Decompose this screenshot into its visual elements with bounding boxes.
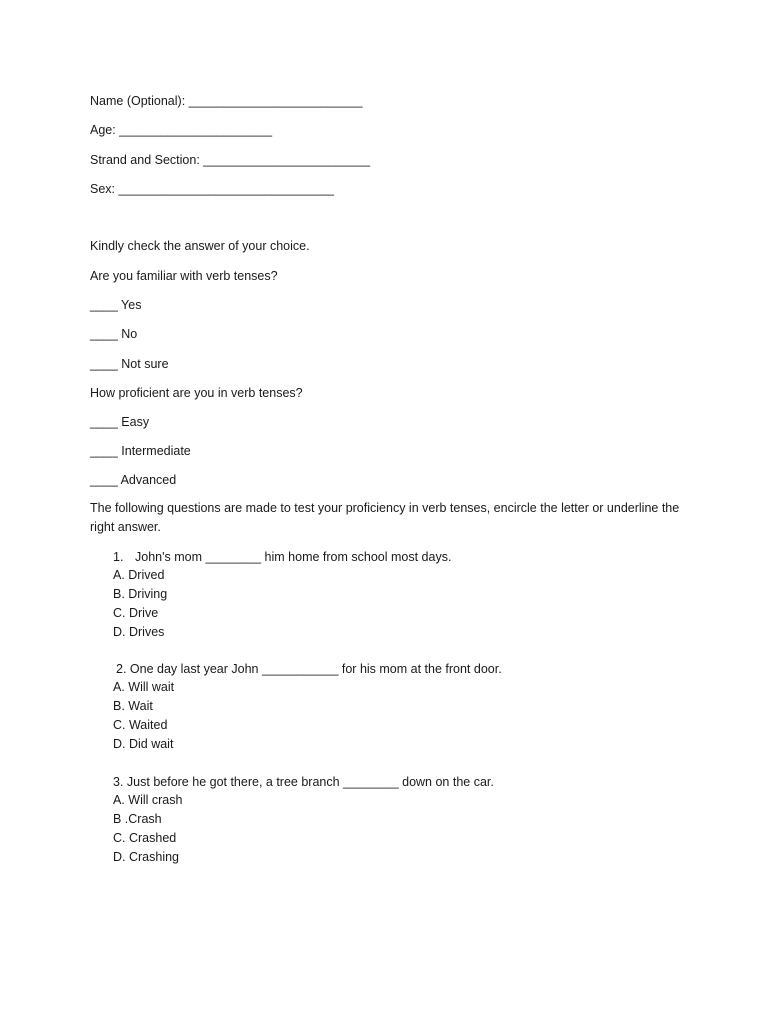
survey-option-no: ____ No: [90, 327, 138, 341]
question-text: One day last year John ___________ for his mom at the front door.: [129, 662, 502, 676]
instruction-text: Kindly check the answer of your choice.: [90, 239, 310, 253]
survey-question-proficient: How proficient are you in verb tenses?: [90, 386, 303, 400]
survey-option-easy: ____ Easy: [90, 415, 150, 429]
question-2-option-a: A. Will wait: [113, 680, 175, 694]
survey-option-yes: ____ Yes: [90, 298, 142, 312]
question-3-option-a: A. Will crash: [113, 793, 183, 807]
test-intro-paragraph: The following questions are made to test your proficiency in verb tenses, encircle the letter or underline the right answer.: [90, 501, 680, 534]
sex-field: Sex: _______________________________: [90, 182, 334, 196]
survey-option-advanced: ____ Advanced: [90, 473, 177, 487]
question-text: John's mom ________ him home from school most days.: [135, 550, 452, 564]
question-number: 2.: [116, 662, 127, 676]
question-1-option-b: B. Driving: [113, 587, 168, 601]
question-number: 1.: [113, 550, 124, 564]
survey-option-intermediate: ____ Intermediate: [90, 444, 191, 458]
question-2-option-b: B. Wait: [113, 699, 153, 713]
question-3-option-b: B .Crash: [113, 812, 162, 826]
question-1-option-d: D. Drives: [113, 625, 165, 639]
age-field: Age: ______________________: [90, 123, 273, 137]
test-question-2: [116, 661, 502, 677]
test-question-3: [113, 774, 494, 790]
question-3-option-d: D. Crashing: [113, 850, 179, 864]
question-1-option-c: C. Drive: [113, 606, 159, 620]
question-text: Just before he got there, a tree branch ________ down on the car.: [126, 775, 494, 789]
test-question-1: [113, 549, 451, 565]
question-2-option-c: C. Waited: [113, 718, 168, 732]
question-1-option-a: A. Drived: [113, 568, 165, 582]
question-3-option-c: C. Crashed: [113, 831, 177, 845]
question-number: 3.: [113, 775, 124, 789]
question-2-option-d: D. Did wait: [113, 737, 174, 751]
name-field: Name (Optional): _________________________: [90, 94, 363, 108]
survey-question-familiar: Are you familiar with verb tenses?: [90, 269, 278, 283]
strand-section-field: Strand and Section: ________________________: [90, 153, 371, 167]
survey-option-not-sure: ____ Not sure: [90, 357, 169, 371]
